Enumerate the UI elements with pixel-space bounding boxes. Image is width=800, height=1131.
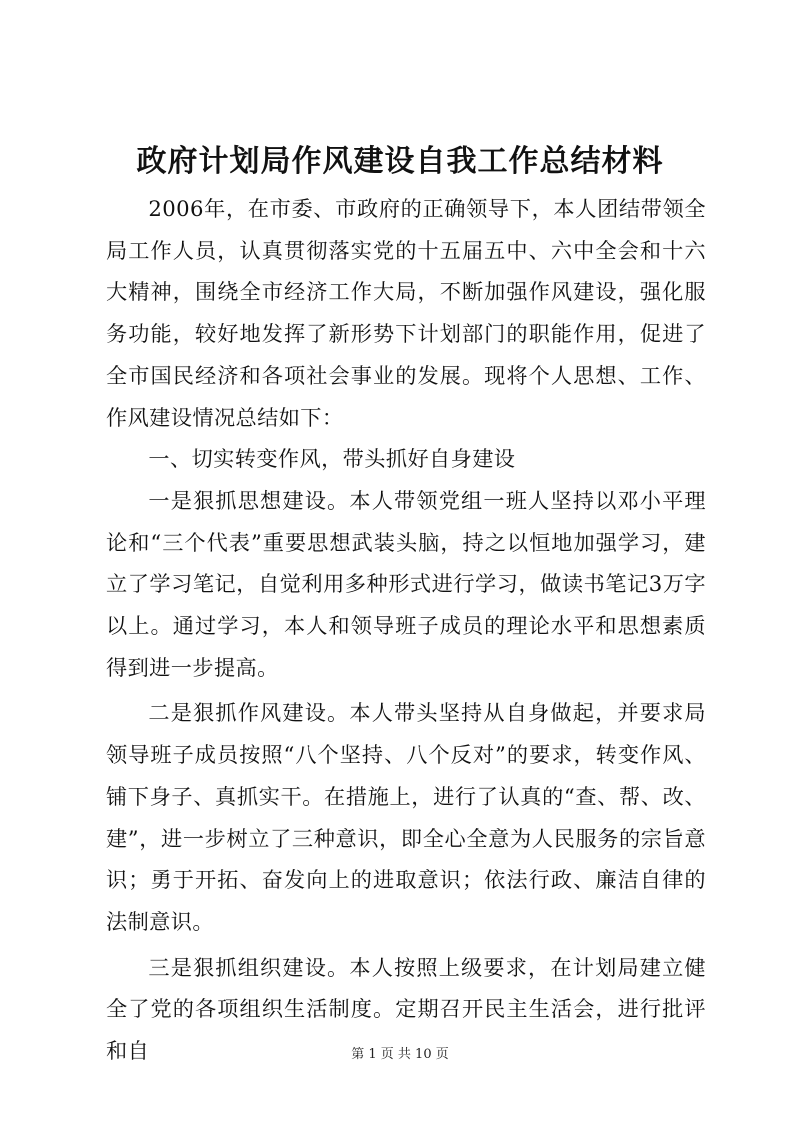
paragraph-style-building: 二是狠抓作风建设。本人带头坚持从自身做起，并要求局领导班子成员按照“八个坚持、八个反对”的要求，转变作风、铺下身子、真抓实干。在措施上，进行了认真的“查、帮、改、建”，进一步树立了三种意识，即全心全意为人民服务的宗旨意识；勇于开拓、奋发向上的进取意识；依法行政、廉洁自律的法制意识。 <box>106 700 706 934</box>
document-title: 政府计划局作风建设自我工作总结材料 <box>136 144 664 179</box>
paragraph-thought-building: 一是狠抓思想建设。本人带领党组一班人坚持以邓小平理论和“三个代表”重要思想武装头脑，持之以恒地加强学习，建立了学习笔记，自觉利用多种形式进行学习，做读书笔记3万字以上。通过学习，本人和领导班子成员的理论水平和思想素质得到进一步提高。 <box>106 487 706 680</box>
document-body <box>106 188 706 1072</box>
page-number-footer: 第 1 页 共 10 页 <box>351 1047 449 1062</box>
section-heading: 一、切实转变作风，带头抓好自身建设 <box>148 446 516 472</box>
paragraph-organization-building: 三是狠抓组织建设。本人按照上级要求，在计划局建立健全了党的各项组织生活制度。定期召开民主生活会，进行批评和自 <box>106 954 706 1064</box>
paragraph-intro: 2006年，在市委、市政府的正确领导下，本人团结带领全局工作人员，认真贯彻落实党的十五届五中、六中全会和十六大精神，围绕全市经济工作大局，不断加强作风建设，强化服务功能，较好地发挥了新形势下计划部门的职能作用，促进了全市国民经济和各项社会事业的发展。现将个人思想、工作、作风建设情况总结如下： <box>106 196 706 430</box>
